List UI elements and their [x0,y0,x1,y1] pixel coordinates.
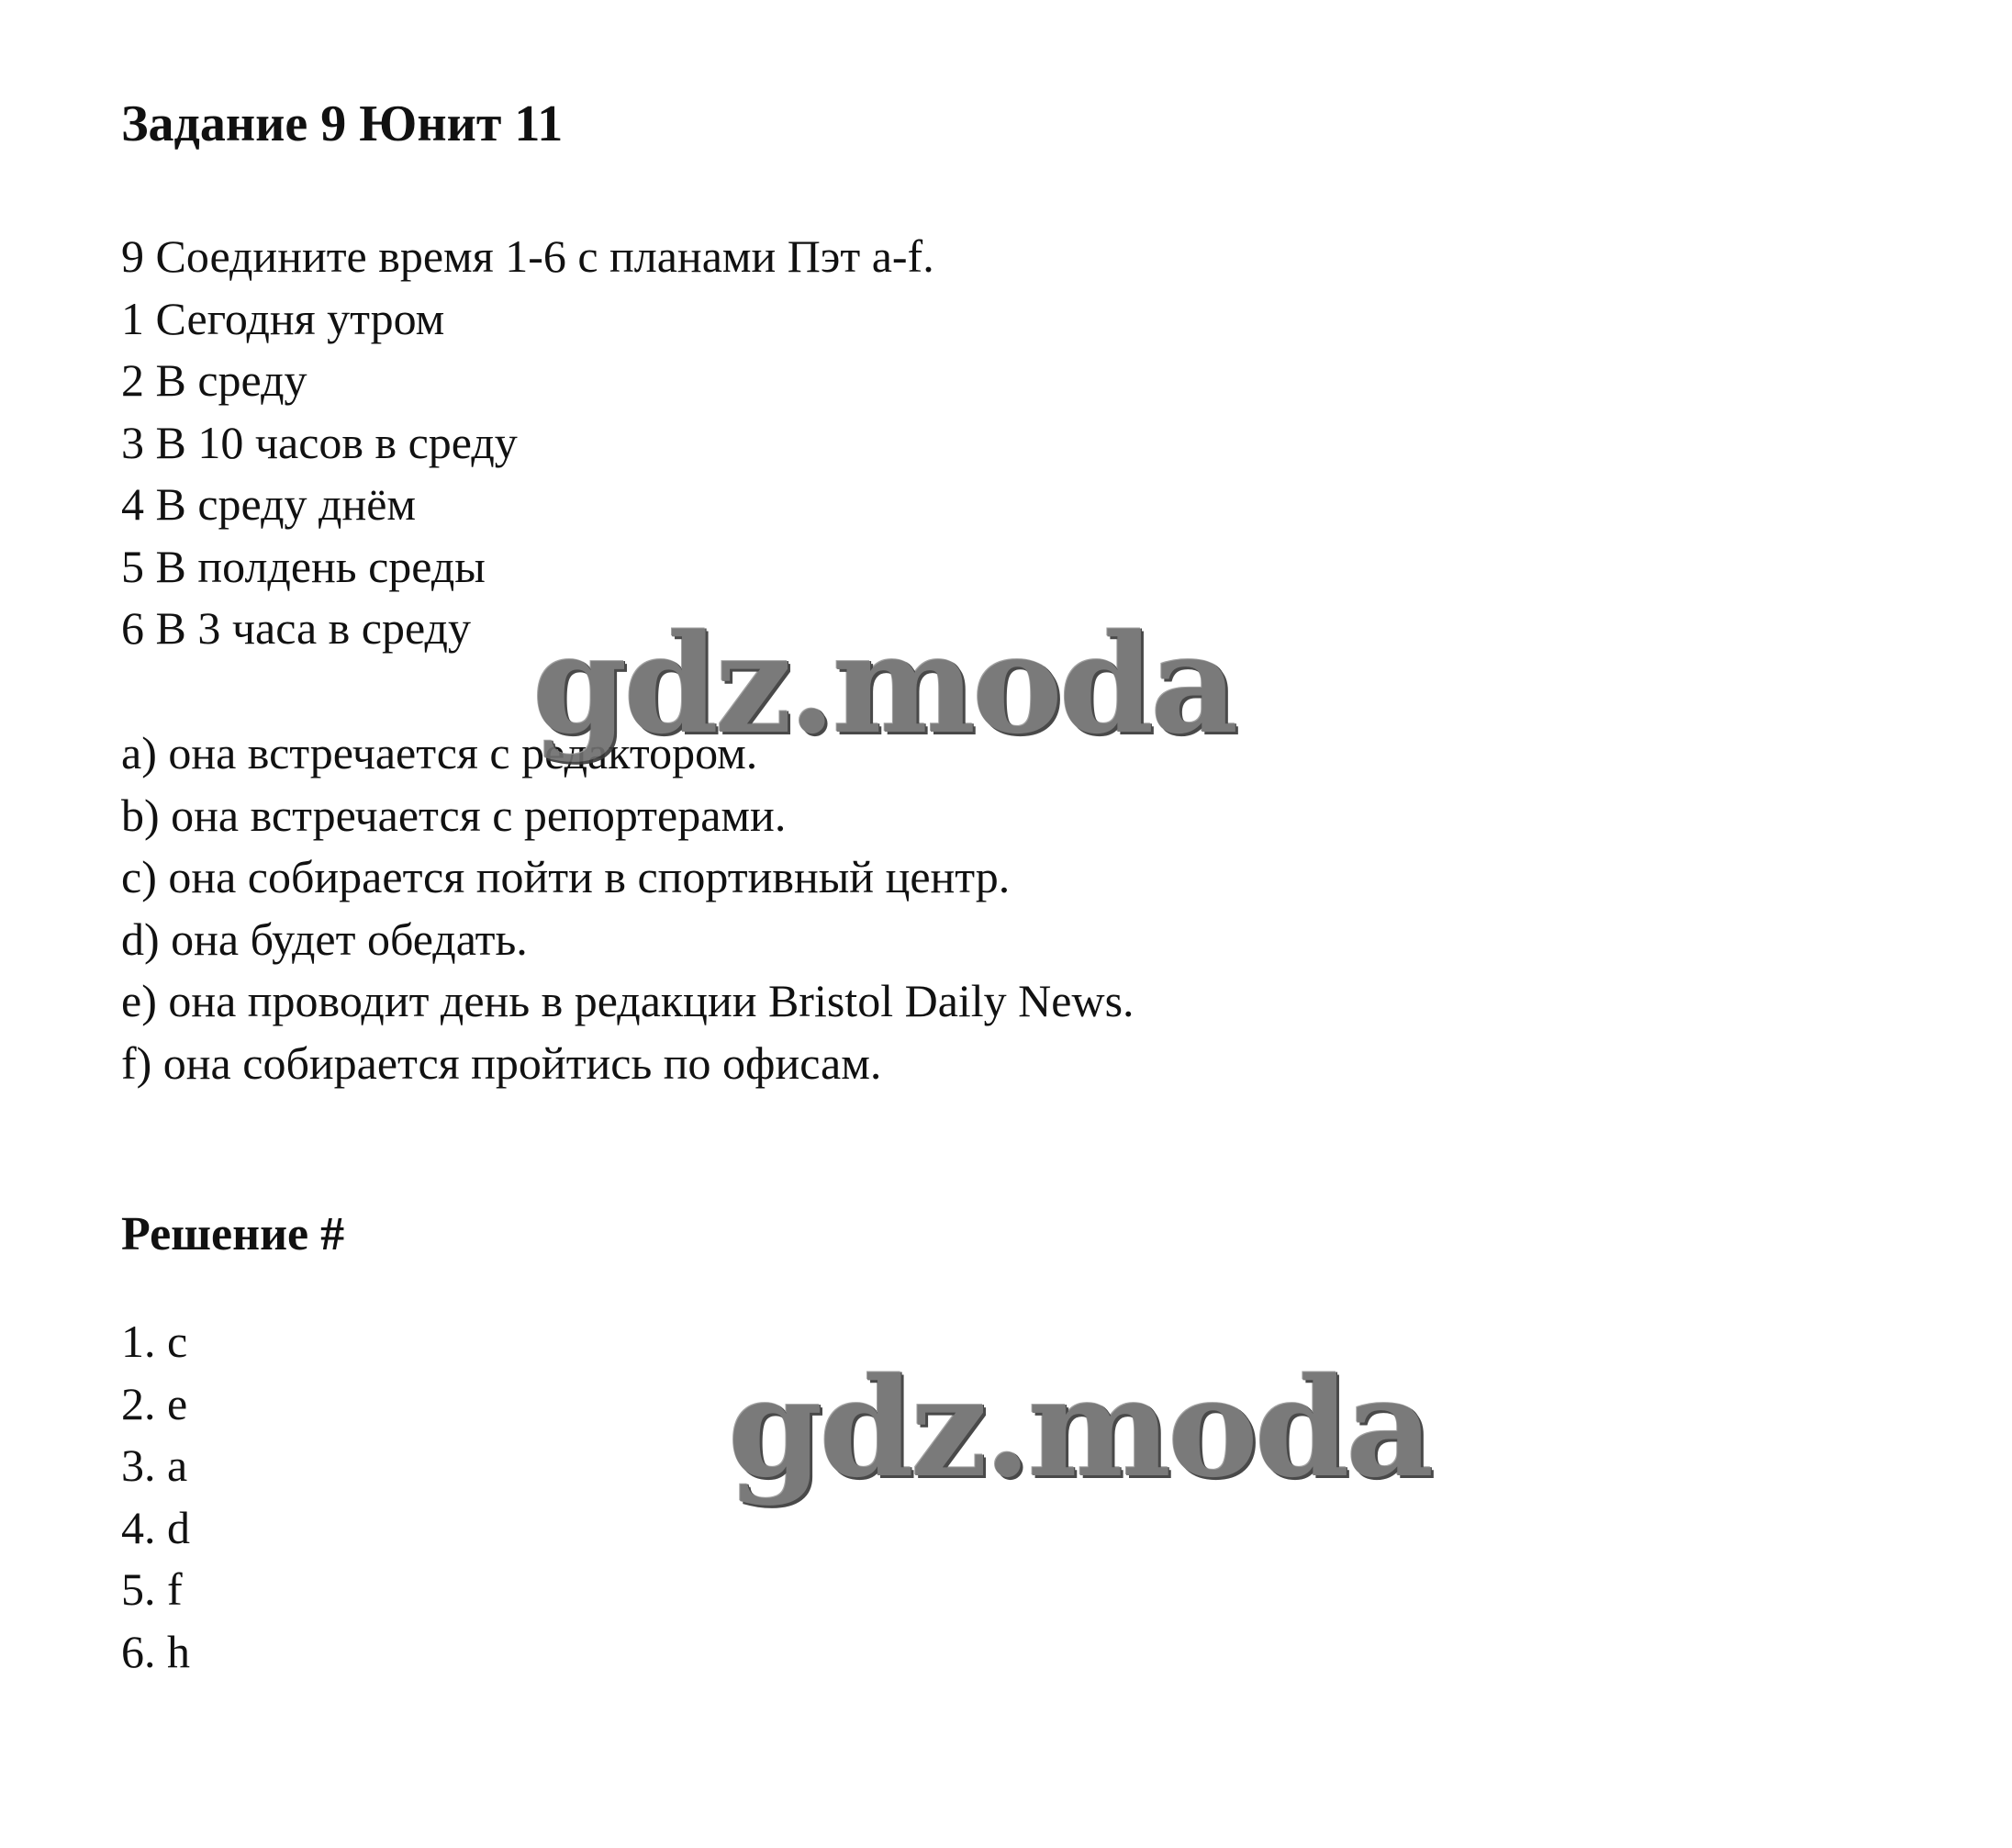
time-item-2: 2 В среду [121,354,307,406]
plan-option-e: e) она проводит день в редакции Bristol Daily News. [121,975,1135,1026]
solution-heading: Решение # [121,1208,345,1260]
plan-option-d: d) она будет обедать. [121,913,528,965]
plan-option-f: f) она собирается пройтись по офисам. [121,1036,882,1089]
answer-item-4: 4. d [121,1501,190,1553]
watermark-top: gdz.moda [532,604,1235,764]
answer-item-1: 1. c [121,1316,188,1367]
answer-list [121,1311,190,1683]
time-item-6: 6 В 3 часа в среду [121,602,471,654]
answer-item-2: 2. e [121,1377,188,1429]
plan-option-c: c) она собирается пойти в спортивный центр. [121,851,1011,902]
time-item-3: 3 В 10 часов в среду [121,416,518,468]
answer-item-5: 5. f [121,1563,183,1615]
plan-options [121,722,1135,1094]
plan-option-a: a) она встречается с редактором. [121,727,758,778]
answer-item-3: 3. a [121,1439,188,1491]
time-item-1: 1 Сегодня утром [121,292,445,344]
answer-item-6: 6. h [121,1625,190,1677]
task-instruction: 9 Соедините время 1-6 с планами Пэт a-f. [121,230,934,282]
watermark-bottom: gdz.moda [728,1348,1431,1507]
task-text [121,226,934,660]
time-item-4: 4 В среду днём [121,478,417,530]
time-item-5: 5 В полдень среды [121,540,486,592]
plan-option-b: b) она встречается с репортерами. [121,789,787,841]
page-title: Задание 9 Юнит 11 [121,95,564,152]
